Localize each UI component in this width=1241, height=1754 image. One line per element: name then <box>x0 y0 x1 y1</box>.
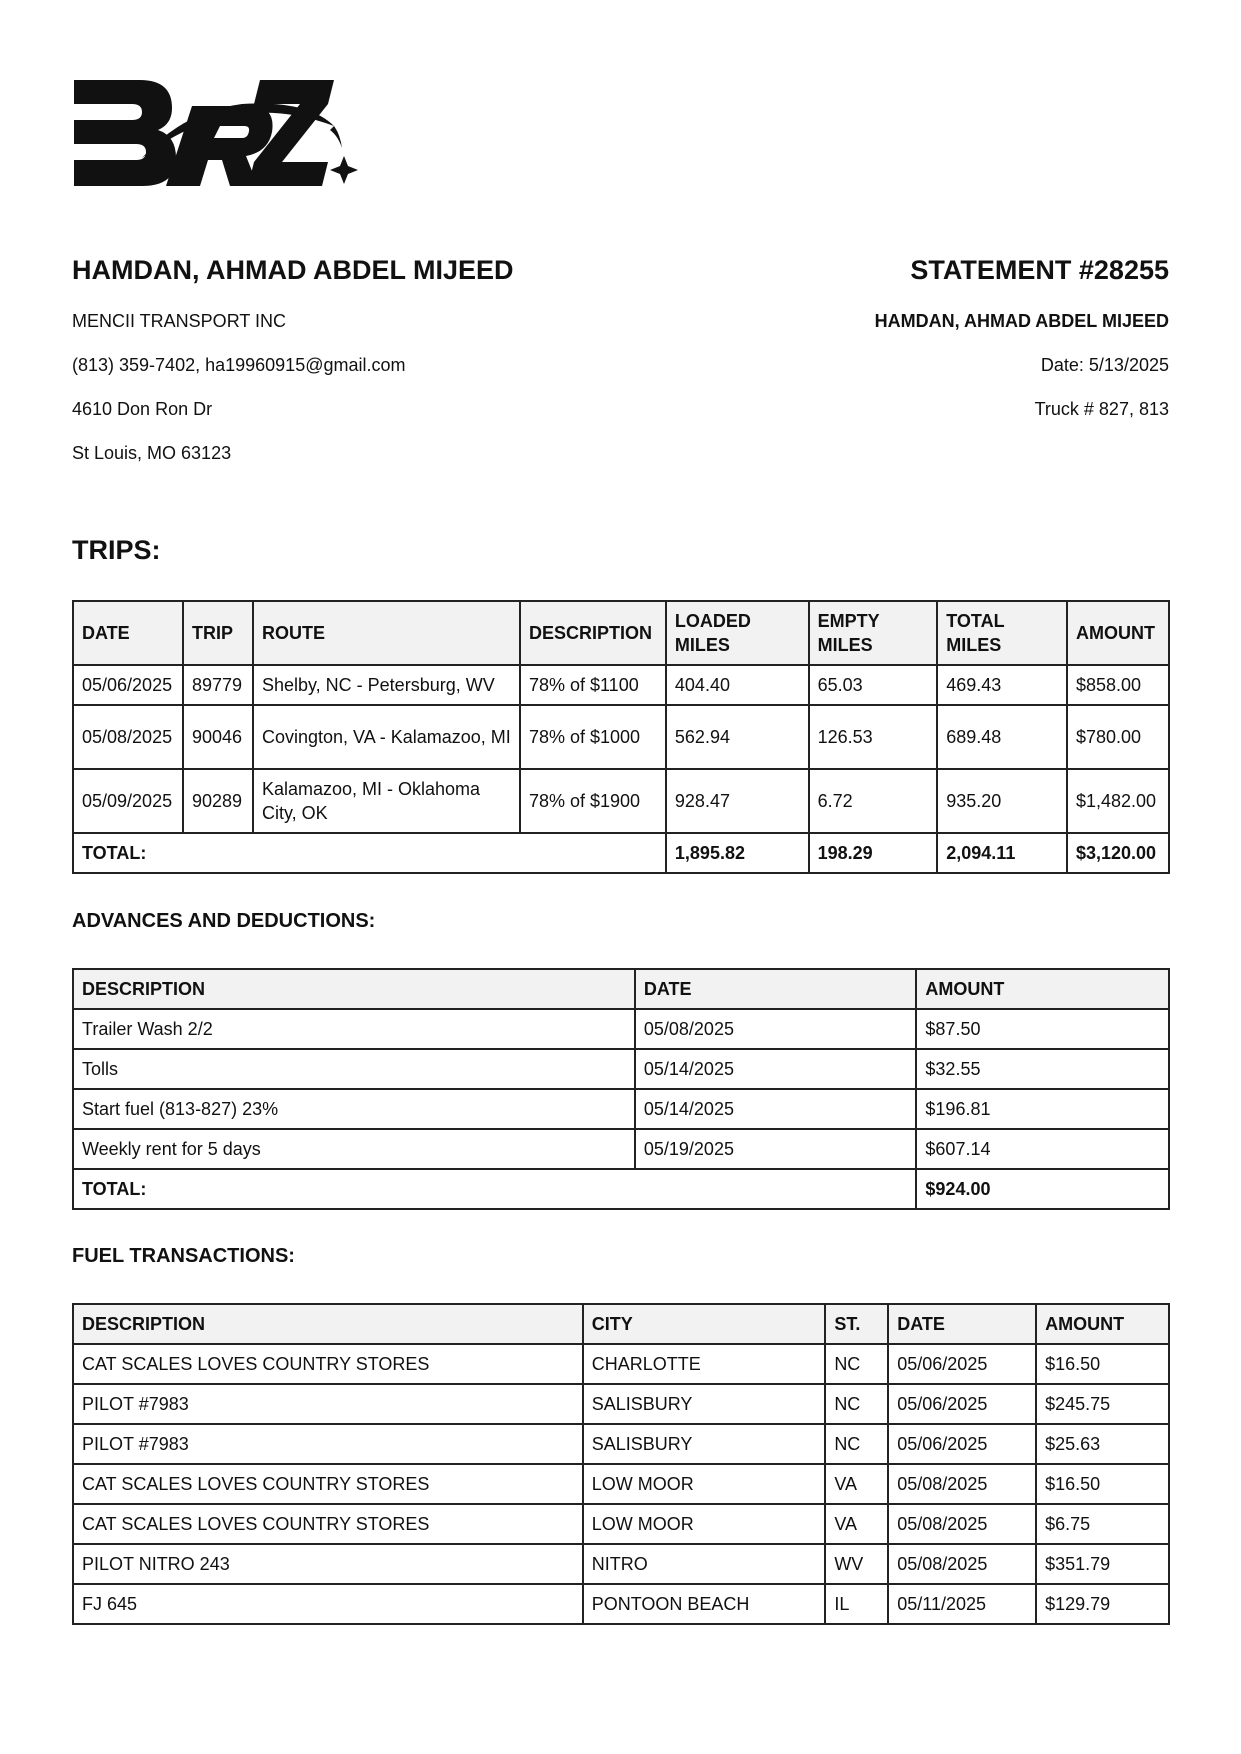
col-header-description: DESCRIPTION <box>520 601 666 665</box>
fuel-amount: $25.63 <box>1036 1424 1169 1464</box>
fuel-city: SALISBURY <box>583 1384 826 1424</box>
col-header-amount: AMOUNT <box>916 969 1169 1009</box>
trip-loaded-miles: 562.94 <box>666 705 809 769</box>
table-row <box>73 1344 1169 1384</box>
statement-truck: Truck # 827, 813 <box>1034 399 1169 419</box>
trip-route: Covington, VA - Kalamazoo, MI <box>253 705 520 769</box>
trip-description: 78% of $1900 <box>520 769 666 833</box>
trip-number: 90046 <box>183 705 253 769</box>
fuel-city: PONTOON BEACH <box>583 1584 826 1624</box>
table-row <box>73 1544 1169 1584</box>
trip-route: Shelby, NC - Petersburg, WV <box>253 665 520 705</box>
fuel-amount: $16.50 <box>1036 1344 1169 1384</box>
trips-header-row <box>73 601 1169 665</box>
table-row <box>73 1089 1169 1129</box>
fuel-title: FUEL TRANSACTIONS: <box>72 1245 295 1267</box>
table-row <box>73 1584 1169 1624</box>
statement-name: HAMDAN, AHMAD ABDEL MIJEED <box>874 311 1169 331</box>
trip-date: 05/09/2025 <box>73 769 183 833</box>
fuel-city: LOW MOOR <box>583 1464 826 1504</box>
col-header-amount: AMOUNT <box>1036 1304 1169 1344</box>
col-header-amount: AMOUNT <box>1067 601 1169 665</box>
deduction-date: 05/14/2025 <box>635 1089 917 1129</box>
trips-total-label: TOTAL: <box>73 833 666 873</box>
deduction-date: 05/19/2025 <box>635 1129 917 1169</box>
deduction-description: Trailer Wash 2/2 <box>73 1009 635 1049</box>
driver-address-line1: 4610 Don Ron Dr <box>72 399 213 419</box>
table-row <box>73 769 1169 833</box>
trip-empty-miles: 65.03 <box>809 665 938 705</box>
trip-loaded-miles: 928.47 <box>666 769 809 833</box>
fuel-header-row <box>73 1304 1169 1344</box>
fuel-city: SALISBURY <box>583 1424 826 1464</box>
driver-contact: (813) 359-7402, ha19960915@gmail.com <box>72 355 406 375</box>
col-header-city: CITY <box>583 1304 826 1344</box>
advances-total-label: TOTAL: <box>73 1169 916 1209</box>
table-row <box>73 1464 1169 1504</box>
driver-address-line2: St Louis, MO 63123 <box>72 443 232 463</box>
trip-date: 05/06/2025 <box>73 665 183 705</box>
trip-number: 89779 <box>183 665 253 705</box>
fuel-state: VA <box>825 1504 888 1544</box>
col-header-empty-miles: EMPTY MILES <box>809 601 938 665</box>
col-header-trip: TRIP <box>183 601 253 665</box>
deduction-date: 05/14/2025 <box>635 1049 917 1089</box>
trip-amount: $780.00 <box>1067 705 1169 769</box>
trip-amount: $858.00 <box>1067 665 1169 705</box>
col-header-date: DATE <box>73 601 183 665</box>
fuel-description: CAT SCALES LOVES COUNTRY STORES <box>73 1504 583 1544</box>
fuel-date: 05/06/2025 <box>888 1344 1036 1384</box>
deduction-description: Tolls <box>73 1049 635 1089</box>
trips-table <box>72 600 1170 874</box>
fuel-city: CHARLOTTE <box>583 1344 826 1384</box>
col-header-state: ST. <box>825 1304 888 1344</box>
fuel-amount: $245.75 <box>1036 1384 1169 1424</box>
trips-total-miles: 2,094.11 <box>937 833 1067 873</box>
trip-description: 78% of $1000 <box>520 705 666 769</box>
fuel-date: 05/06/2025 <box>888 1384 1036 1424</box>
fuel-state: NC <box>825 1384 888 1424</box>
fuel-state: IL <box>825 1584 888 1624</box>
col-header-route: ROUTE <box>253 601 520 665</box>
fuel-description: PILOT NITRO 243 <box>73 1544 583 1584</box>
trip-date: 05/08/2025 <box>73 705 183 769</box>
col-header-date: DATE <box>635 969 917 1009</box>
trip-total-miles: 469.43 <box>937 665 1067 705</box>
fuel-city: NITRO <box>583 1544 826 1584</box>
brz-logo <box>72 78 382 193</box>
fuel-state: WV <box>825 1544 888 1584</box>
trip-total-miles: 935.20 <box>937 769 1067 833</box>
trip-amount: $1,482.00 <box>1067 769 1169 833</box>
fuel-date: 05/08/2025 <box>888 1464 1036 1504</box>
advances-total-amount: $924.00 <box>916 1169 1169 1209</box>
trip-description: 78% of $1100 <box>520 665 666 705</box>
sparkle-icon <box>330 156 358 184</box>
driver-name: HAMDAN, AHMAD ABDEL MIJEED <box>72 255 514 285</box>
deduction-amount: $32.55 <box>916 1049 1169 1089</box>
trip-number: 90289 <box>183 769 253 833</box>
advances-total-row <box>73 1169 1169 1209</box>
fuel-date: 05/08/2025 <box>888 1544 1036 1584</box>
deduction-amount: $196.81 <box>916 1089 1169 1129</box>
fuel-state: VA <box>825 1464 888 1504</box>
fuel-date: 05/11/2025 <box>888 1584 1036 1624</box>
fuel-state: NC <box>825 1344 888 1384</box>
trip-route: Kalamazoo, MI - Oklahoma City, OK <box>253 769 520 833</box>
fuel-amount: $6.75 <box>1036 1504 1169 1544</box>
fuel-state: NC <box>825 1424 888 1464</box>
fuel-description: CAT SCALES LOVES COUNTRY STORES <box>73 1344 583 1384</box>
deduction-description: Weekly rent for 5 days <box>73 1129 635 1169</box>
fuel-date: 05/08/2025 <box>888 1504 1036 1544</box>
fuel-description: PILOT #7983 <box>73 1384 583 1424</box>
fuel-city: LOW MOOR <box>583 1504 826 1544</box>
deduction-amount: $87.50 <box>916 1009 1169 1049</box>
statement-title: STATEMENT #28255 <box>910 255 1169 285</box>
trips-total-row <box>73 833 1169 873</box>
driver-company: MENCII TRANSPORT INC <box>72 311 287 331</box>
deduction-description: Start fuel (813-827) 23% <box>73 1089 635 1129</box>
fuel-date: 05/06/2025 <box>888 1424 1036 1464</box>
trip-empty-miles: 126.53 <box>809 705 938 769</box>
fuel-description: CAT SCALES LOVES COUNTRY STORES <box>73 1464 583 1504</box>
advances-title: ADVANCES AND DEDUCTIONS: <box>72 910 376 932</box>
table-row <box>73 1384 1169 1424</box>
table-row <box>73 665 1169 705</box>
col-header-description: DESCRIPTION <box>73 969 635 1009</box>
fuel-table <box>72 1303 1170 1625</box>
table-row <box>73 705 1169 769</box>
statement-info <box>875 252 1169 420</box>
statement-date: Date: 5/13/2025 <box>1040 355 1169 375</box>
fuel-amount: $351.79 <box>1036 1544 1169 1584</box>
trips-total-empty: 198.29 <box>809 833 938 873</box>
trips-title: TRIPS: <box>72 535 161 565</box>
deduction-date: 05/08/2025 <box>635 1009 917 1049</box>
col-header-date: DATE <box>888 1304 1036 1344</box>
table-row <box>73 1129 1169 1169</box>
table-row <box>73 1049 1169 1089</box>
table-row <box>73 1504 1169 1544</box>
fuel-description: PILOT #7983 <box>73 1424 583 1464</box>
col-header-description: DESCRIPTION <box>73 1304 583 1344</box>
trip-empty-miles: 6.72 <box>809 769 938 833</box>
trips-total-amount: $3,120.00 <box>1067 833 1169 873</box>
table-row <box>73 1009 1169 1049</box>
fuel-amount: $16.50 <box>1036 1464 1169 1504</box>
driver-info <box>72 252 514 464</box>
fuel-amount: $129.79 <box>1036 1584 1169 1624</box>
table-row <box>73 1424 1169 1464</box>
trips-total-loaded: 1,895.82 <box>666 833 809 873</box>
advances-table <box>72 968 1170 1210</box>
col-header-total-miles: TOTAL MILES <box>937 601 1067 665</box>
advances-header-row <box>73 969 1169 1009</box>
trip-total-miles: 689.48 <box>937 705 1067 769</box>
deduction-amount: $607.14 <box>916 1129 1169 1169</box>
fuel-description: FJ 645 <box>73 1584 583 1624</box>
trip-loaded-miles: 404.40 <box>666 665 809 705</box>
col-header-loaded-miles: LOADED MILES <box>666 601 809 665</box>
